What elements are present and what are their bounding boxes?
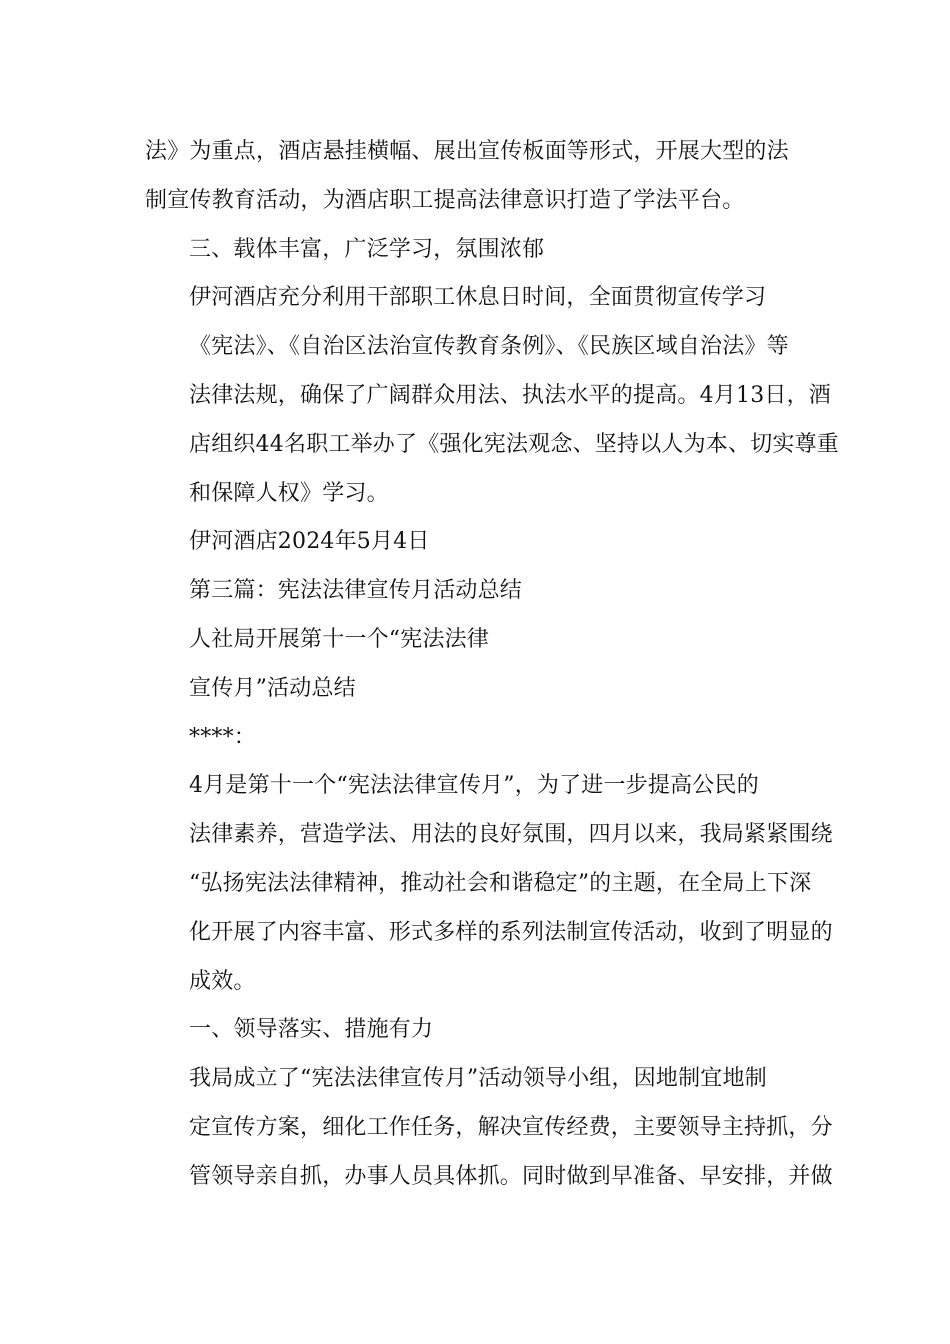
text-line: 伊河酒店2024年5月4日 — [189, 529, 430, 555]
paragraph-p11 — [145, 1055, 833, 1201]
paragraph-p2 — [145, 226, 808, 275]
text-line: 成效。 — [189, 968, 256, 994]
text-line: 宣传月”活动总结 — [189, 675, 356, 701]
text-line: “弘扬宪法法律精神，推动社会和谐稳定”的主题，在全局上下深 — [189, 870, 812, 896]
paragraph-p8 — [145, 714, 808, 763]
text-line: 伊河酒店充分利用干部职工休息日时间，全面贯彻宣传学习 — [189, 285, 767, 311]
paragraph-p9 — [145, 762, 833, 1006]
text-line: ****： — [189, 724, 257, 750]
text-line: 化开展了内容丰富、形式多样的系列法制宣传活动，收到了明显的 — [189, 919, 833, 945]
text-line: 一、领导落实、措施有力 — [189, 1017, 434, 1043]
text-line: 《宪法》、《自治区法治宣传教育条例》、《民族区域自治法》等 — [189, 334, 789, 360]
paragraph-p5 — [145, 567, 808, 616]
paragraph-p6 — [145, 616, 808, 665]
paragraph-p1 — [145, 128, 808, 226]
text-line: 定宣传方案，细化工作任务，解决宣传经费，主要领导主持抓，分 — [189, 1114, 833, 1140]
text-line: 法律法规，确保了广阔群众用法、执法水平的提高。4月13日，酒 — [189, 382, 831, 408]
text-line: 三、载体丰富，广泛学习，氛围浓郁 — [189, 236, 545, 262]
text-line: 法》为重点，酒店悬挂横幅、展出宣传板面等形式，开展大型的法 — [145, 139, 789, 164]
text-line: 店组织44名职工举办了《强化宪法观念、坚持以人为本、切实尊重 — [189, 431, 839, 457]
text-line: 制宣传教育活动，为酒店职工提高法律意识打造了学法平台。 — [145, 187, 745, 213]
text-line: 第三篇：宪法法律宣传月活动总结 — [189, 578, 523, 604]
text-line: 管领导亲自抓，办事人员具体抓。同时做到早准备、早安排，并做 — [189, 1163, 833, 1189]
text-line: 我局成立了“宪法法律宣传月”活动领导小组，因地制宜地制 — [189, 1066, 767, 1092]
text-line: 4月是第十一个“宪法法律宣传月”，为了进一步提高公民的 — [189, 773, 759, 799]
document-body — [145, 128, 839, 1202]
text-line: 法律素养，营造学法、用法的良好氛围，四月以来，我局紧紧围绕 — [189, 822, 833, 848]
paragraph-p10 — [145, 1006, 808, 1055]
text-line: 和保障人权》学习。 — [189, 480, 389, 506]
paragraph-p4 — [145, 518, 808, 567]
text-line: 人社局开展第十一个“宪法法律 — [189, 626, 490, 652]
paragraph-p7 — [145, 665, 808, 714]
paragraph-p3 — [145, 274, 839, 518]
